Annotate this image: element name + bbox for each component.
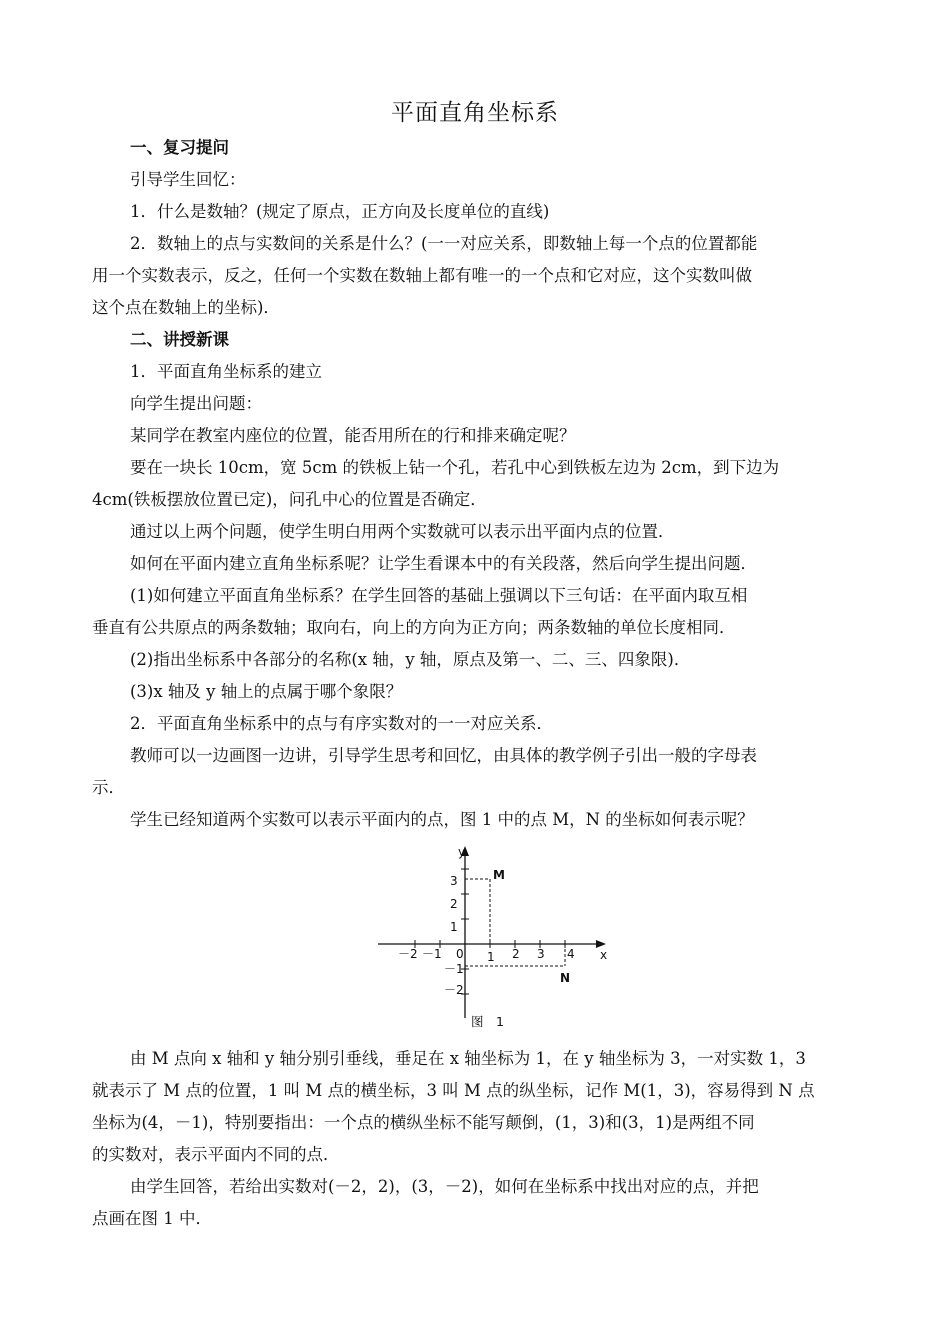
paragraph-line: 就表示了 M 点的位置，1 叫 M 点的横坐标，3 叫 M 点的纵坐标，记作 M(1，3)，容易得到 N 点 [92, 1081, 815, 1100]
y-tick-label: 2 [450, 897, 458, 911]
paragraph-line: (2)指出坐标系中各部分的名称(x 轴，y 轴，原点及第一、二、三、四象限)． [130, 650, 691, 669]
paragraph-line: 教师可以一边画图一边讲，引导学生思考和回忆，由具体的教学例子引出一般的字母表 [130, 746, 757, 765]
x-axis-arrow-icon [596, 940, 606, 948]
y-tick-label: －2 [444, 983, 464, 997]
y-tick-label: 1 [450, 920, 458, 934]
x-tick-label: 2 [512, 947, 520, 961]
coordinate-plane-svg [370, 840, 610, 1040]
paragraph-line: 1．平面直角坐标系的建立 [130, 362, 322, 381]
paragraph-line: 4cm(铁板摆放位置已定)，问孔中心的位置是否确定． [92, 490, 487, 509]
paragraph-line: 的实数对，表示平面内不同的点． [92, 1145, 340, 1164]
section-heading-new-lesson: 二、讲授新课 [130, 330, 229, 349]
paragraph-line: 这个点在数轴上的坐标)． [92, 298, 280, 317]
paragraph-line: 垂直有公共原点的两条数轴；取向右，向上的方向为正方向；两条数轴的单位长度相同． [92, 618, 736, 637]
origin-label: 0 [456, 947, 464, 961]
paragraph-line: 某同学在教室内座位的位置，能否用所在的行和排来确定呢？ [130, 426, 576, 445]
paragraph-line: 2．平面直角坐标系中的点与有序实数对的一一对应关系． [130, 714, 553, 733]
paragraph-line: 要在一块长 10cm，宽 5cm 的铁板上钻一个孔，若孔中心到铁板左边为 2cm，到下边为 [130, 458, 780, 477]
y-axis-label: y [458, 845, 466, 859]
paragraph-line: 如何在平面内建立直角坐标系呢？让学生看课本中的有关段落，然后向学生提出问题． [130, 554, 757, 573]
paragraph-line: (1)如何建立平面直角坐标系？在学生回答的基础上强调以下三句话：在平面内取互相 [130, 586, 748, 605]
point-m-label: M [493, 868, 505, 882]
x-tick-label: －2 [398, 947, 418, 961]
figure-caption: 图 1 [471, 1014, 504, 1029]
paragraph-line: 通过以上两个问题，使学生明白用两个实数就可以表示出平面内点的位置． [130, 522, 675, 541]
paragraph-line: 2．数轴上的点与实数间的关系是什么？(一一对应关系，即数轴上每一个点的位置都能 [130, 234, 758, 253]
paragraph-line: 示． [92, 778, 125, 797]
section-heading-review: 一、复习提问 [130, 138, 229, 157]
paragraph-line: 向学生提出问题： [130, 394, 262, 413]
paragraph-line: 引导学生回忆： [130, 170, 246, 189]
y-tick-label: －1 [444, 962, 464, 976]
y-tick-label: 3 [450, 874, 458, 888]
x-tick-label: －1 [422, 947, 442, 961]
paragraph-line: 1．什么是数轴？(规定了原点，正方向及长度单位的直线) [130, 202, 550, 221]
paragraph-line: 学生已经知道两个实数可以表示平面内的点，图 1 中的点 M，N 的坐标如何表示呢？ [130, 810, 754, 829]
paragraph-line: 用一个实数表示，反之，任何一个实数在数轴上都有唯一的一个点和它对应，这个实数叫做 [92, 266, 752, 285]
page-title: 平面直角坐标系 [391, 100, 559, 126]
paragraph-line: 点画在图 1 中． [92, 1209, 212, 1228]
paragraph-line: (3)x 轴及 y 轴上的点属于哪个象限？ [130, 682, 403, 701]
paragraph-line: 由 M 点向 x 轴和 y 轴分别引垂线，垂足在 x 轴坐标为 1，在 y 轴坐标为 3，一对实数 1，3 [130, 1049, 806, 1068]
x-tick-label: 1 [487, 950, 495, 964]
paragraph-line: 坐标为(4，－1)，特别要指出：一个点的横纵坐标不能写颠倒，(1，3)和(3，1)是两组不同 [92, 1113, 755, 1132]
x-axis-label: x [600, 948, 608, 962]
paragraph-line: 由学生回答，若给出实数对(－2，2)，(3，－2)，如何在坐标系中找出对应的点，并把 [130, 1177, 759, 1196]
coordinate-figure [370, 840, 610, 1040]
point-n-label: N [560, 971, 571, 985]
x-tick-label: 4 [567, 947, 575, 961]
x-tick-label: 3 [537, 947, 545, 961]
